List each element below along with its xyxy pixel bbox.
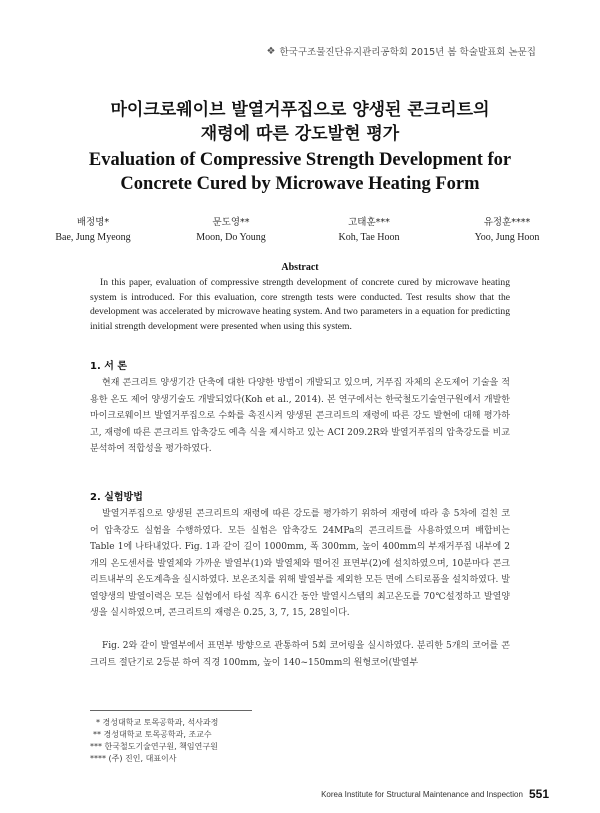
title-korean-line-1: 마이크로웨이브 발열거푸집으로 양생된 콘크리트의 [110, 100, 490, 120]
page-number: 551 [528, 787, 549, 801]
footnotes [90, 717, 218, 765]
header-text: 한국구조물진단유지관리공학회 2015년 봄 학술발표회 논문집 [279, 47, 536, 58]
title-korean-line-2: 재령에 따른 강도발현 평가 [200, 124, 400, 144]
ornament-icon: ❖ [266, 45, 276, 57]
author-name-ko: 문도영** [212, 217, 250, 228]
page-footer [321, 787, 555, 801]
author-4 [451, 214, 563, 243]
section-2-paragraph-1: 발열거푸집으로 양생된 콘크리트의 재령에 따른 강도를 평가하기 위하여 재령에 따라 총 5차에 걸친 코어 압축강도 실험을 수행하였다. 모든 실험은 압축강도 24MPa의 콘크리트를 사용하였으며 배합비는 Table 1에 나타내었다. Fig. 1과 같이 길이 1000mm, 폭 300mm, 높이 400mm의 부재거푸집 내부에 2개의 온도센서를 발열체와 가까운 발열부(1)와 발열체와 떨어진 표면부(2)에 설치하였으며, 10분마다 콘크리트내부의 온도계측을 실시하였다. 보온조치를 위해 발열부를 제외한 모든 면에 스티로폼을 설치하였다. 발열양생의 발열이력은 모든 실험에서 타설 직후 6시간 동안 발열시스템의 최고온도를 70℃설정하고 발열양생을 실시하였으며, 콘크리트의 재령은 0.25, 3, 7, 15, 28일이다. [90, 509, 510, 618]
section-2-paragraph-2: Fig. 2와 같이 발열부에서 표면부 방향으로 관통하여 5회 코어링을 실시하였다. 분리한 5개의 코어를 콘크리트 절단기로 2등분 하여 직경 100mm, 높이 140~150mm의 원형코어(발열부 [90, 641, 510, 668]
section-1-heading: 1. 서 론 [90, 361, 128, 372]
title-english-line-1: Evaluation of Compressive Strength Development for [88, 150, 512, 170]
section-1-paragraph: 현재 콘크리트 양생기간 단축에 대한 다양한 방법이 개발되고 있으며, 거푸집 자체의 온도제어 기술을 적용한 온도 제어 양생기술도 개발되었다(Koh et al., 2014). 본 연구에서는 한국철도기술연구원에서 개발한 마이크로웨이브 발열거푸집으로 수화를 촉진시켜 양생된 콘크리트의 재령에 따른 강도 발현에 대해 평가하고, 재령에 따른 콘크리트 압축강도 예측 식을 제시하고 있는 ACI 209.2R와 발열거푸집의 압축강도를 비교 분석하여 적합성을 평가하였다. [90, 378, 510, 454]
footnote-2: ** 경성대학교 토목공학과, 조교수 [93, 730, 212, 739]
author-list [0, 214, 600, 243]
section-2-heading: 2. 실험방법 [90, 492, 143, 503]
footnote-divider [90, 710, 252, 711]
author-1 [37, 214, 149, 243]
author-name-ko: 유정훈**** [483, 217, 531, 228]
author-2 [175, 214, 287, 243]
author-name-ko: 배정명* [76, 217, 110, 228]
abstract-heading: Abstract [281, 262, 319, 273]
author-name-ko: 고태훈*** [348, 217, 390, 228]
title-english-line-2: Concrete Cured by Microwave Heating Form [120, 174, 480, 194]
running-header [267, 44, 536, 58]
author-name-en: Moon, Do Young [196, 232, 266, 243]
footnote-1: * 경성대학교 토목공학과, 석사과정 [96, 718, 219, 727]
author-name-en: Yoo, Jung Hoon [474, 232, 540, 243]
abstract-text: In this paper, evaluation of compressive strength development of concrete cured by microwave heating system is introduced. For this evaluation, core strength tests were conducted. Test results show that the development was accelerated by microwave heating system. And two parameters in a equation for predicting initial strength development were presented when using this system. [90, 277, 510, 332]
footnote-3: *** 한국철도기술연구원, 책임연구원 [90, 742, 218, 751]
author-name-en: Koh, Tae Hoon [338, 232, 400, 243]
author-name-en: Bae, Jung Myeong [55, 232, 131, 243]
footnote-4: **** (주) 진인, 대표이사 [90, 754, 177, 763]
author-3 [313, 214, 425, 243]
footer-journal-name: Korea Institute for Structural Maintenance and Inspection [321, 789, 523, 799]
